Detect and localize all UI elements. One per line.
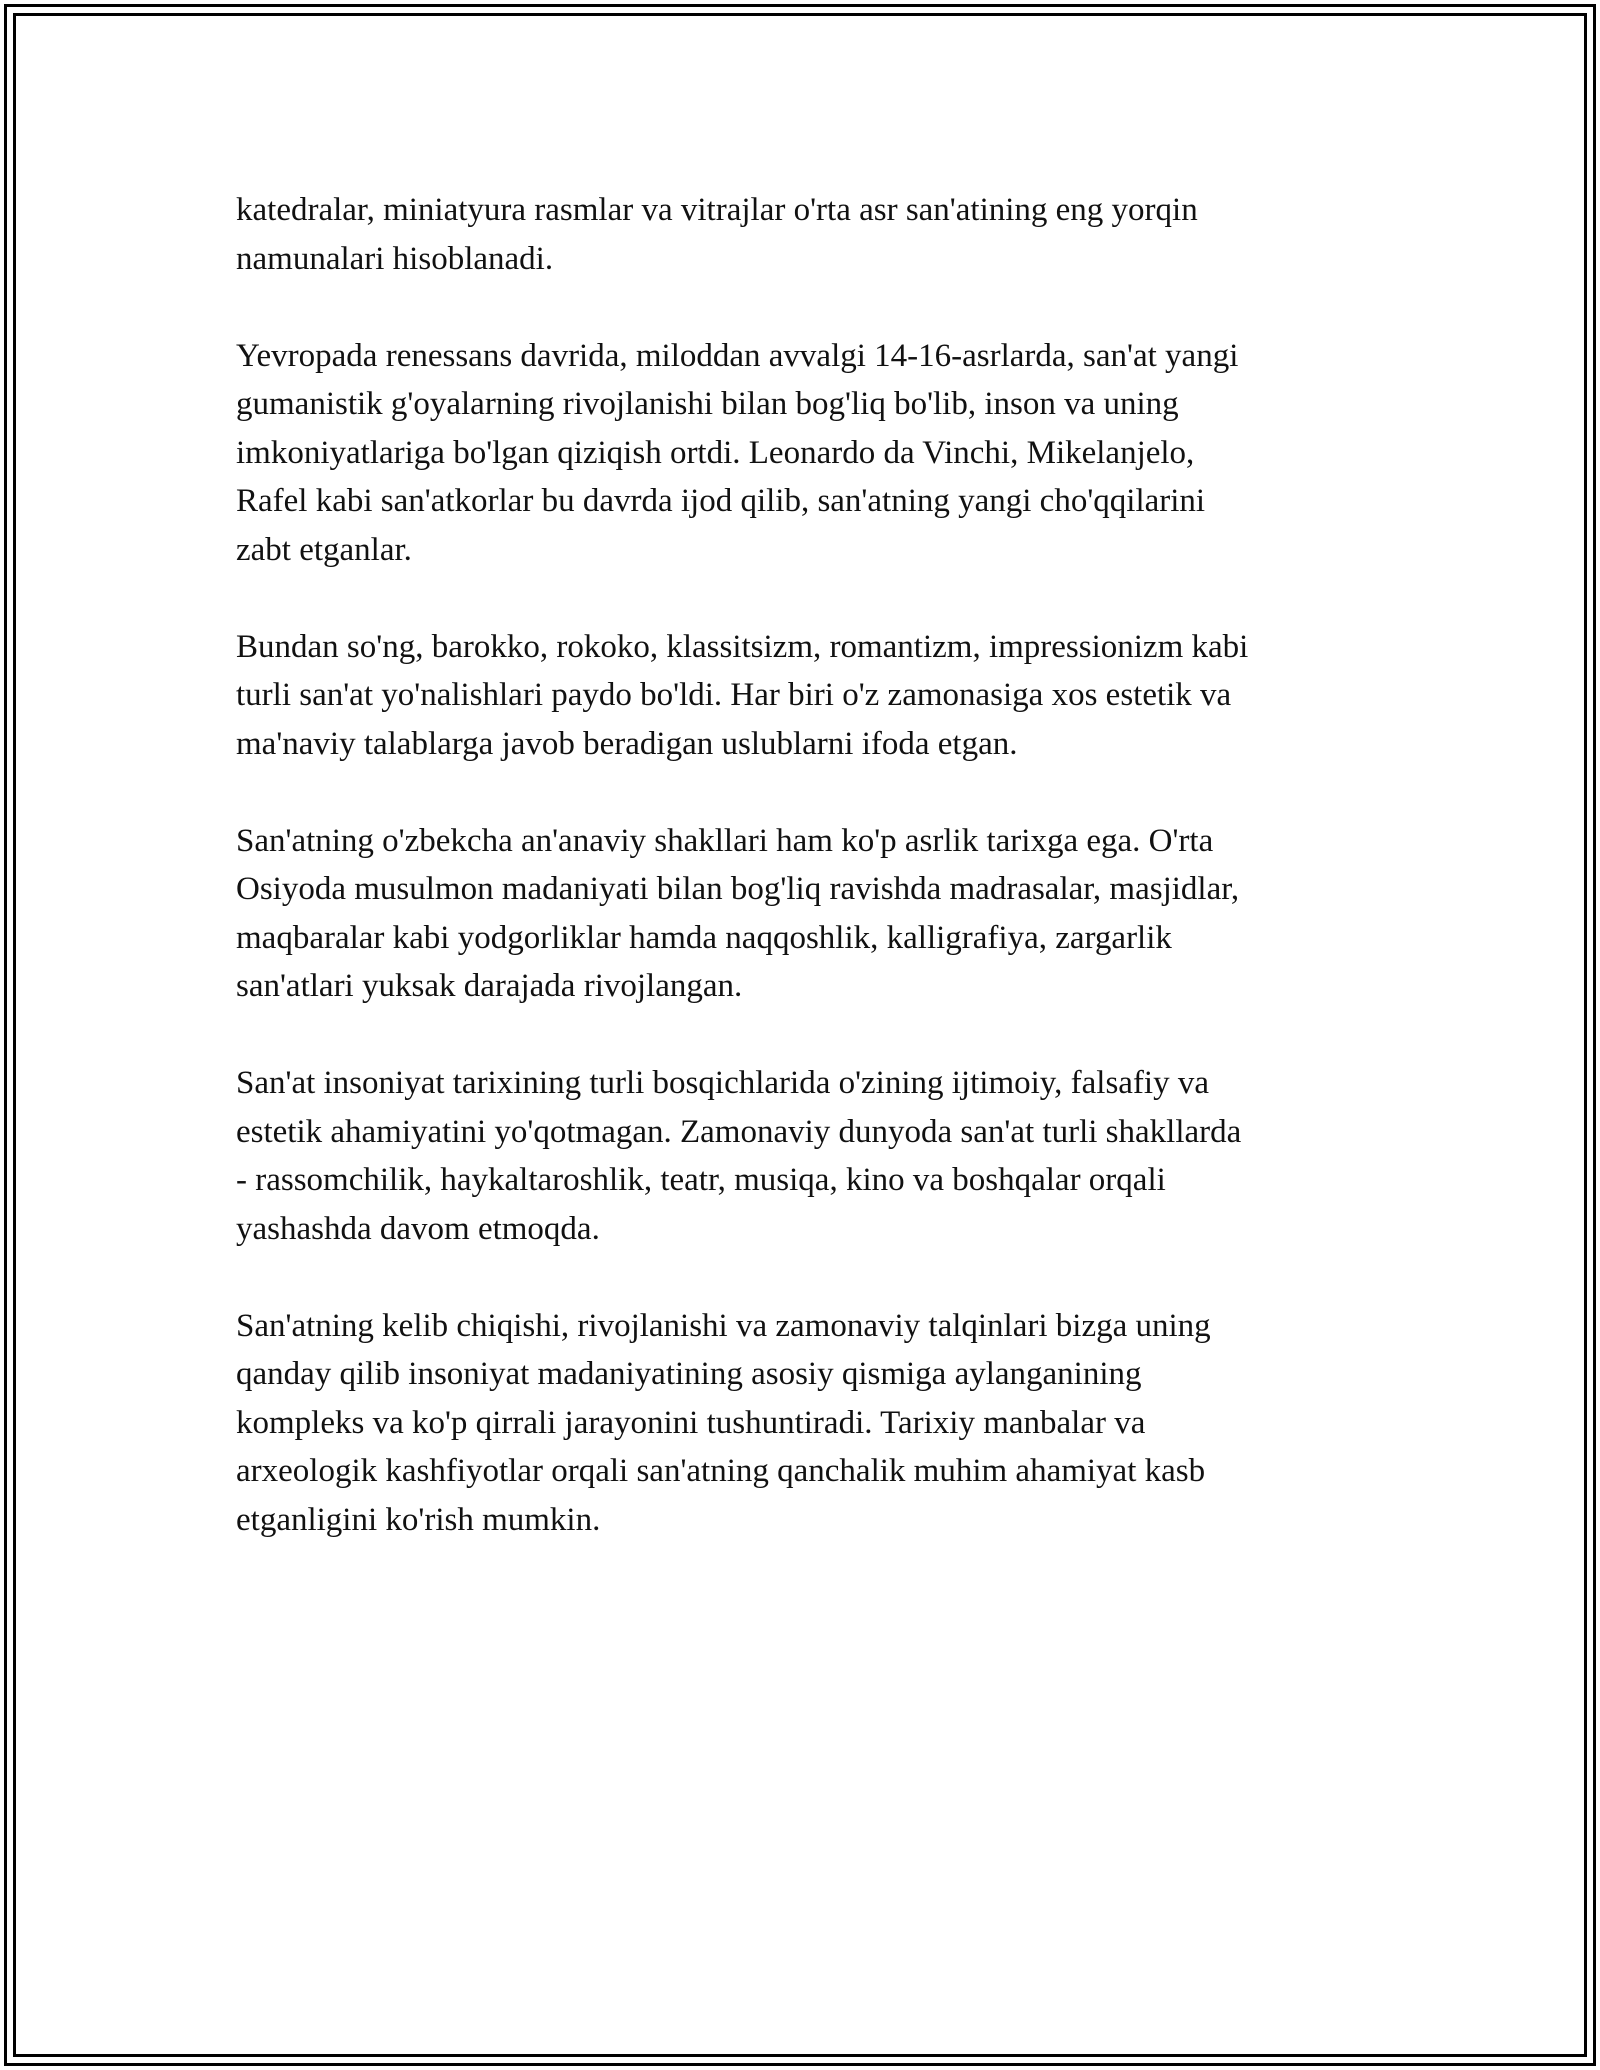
- text-line: Osiyoda musulmon madaniyati bilan bog'liq ravishda madrasalar, masjidlar,: [236, 871, 1240, 907]
- paragraph-5: [236, 1059, 1376, 1253]
- text-line: yashashda davom etmoqda.: [236, 1210, 600, 1247]
- paragraph-4: [236, 817, 1376, 1011]
- text-line: san'atlari yuksak darajada rivojlangan.: [236, 968, 743, 1004]
- text-line: qanday qilib insoniyat madaniyatining asosiy qismiga aylanganining: [236, 1356, 1142, 1392]
- text-line: ma'naviy talablarga javob beradigan uslublarni ifoda etgan.: [236, 725, 1018, 762]
- text-line: kompleks va ko'p qirrali jarayonini tushuntiradi. Tarixiy manbalar va: [236, 1404, 1146, 1441]
- text-line: San'atning kelib chiqishi, rivojlanishi va zamonaviy talqinlari bizga uning: [236, 1307, 1211, 1344]
- text-line: maqbaralar kabi yodgorliklar hamda naqqoshlik, kalligrafiya, zargarlik: [236, 919, 1172, 956]
- text-line: arxeologik kashfiyotlar orqali san'atning qanchalik muhim ahamiyat kasb: [236, 1453, 1206, 1489]
- text-line: etganligini ko'rish mumkin.: [236, 1501, 601, 1538]
- text-line: zabt etganlar.: [236, 531, 412, 568]
- paragraph-1: [236, 186, 1376, 283]
- paragraph-2: [236, 332, 1376, 575]
- text-line: katedralar, miniatyura rasmlar va vitrajlar o'rta asr san'atining eng yorqin: [236, 192, 1198, 228]
- text-line: Yevropada renessans davrida, miloddan avvalgi 14-16-asrlarda, san'at yangi: [236, 337, 1239, 374]
- text-line: imkoniyatlariga bo'lgan qiziqish ortdi. Leonardo da Vinchi, Mikelanjelo,: [236, 434, 1195, 471]
- text-line: Rafel kabi san'atkorlar bu davrda ijod qilib, san'atning yangi cho'qqilarini: [236, 483, 1206, 519]
- text-line: gumanistik g'oyalarning rivojlanishi bilan bog'liq bo'lib, inson va uning: [236, 386, 1179, 422]
- text-line: turli san'at yo'nalishlari paydo bo'ldi. Har biri o'z zamonasiga xos estetik va: [236, 677, 1232, 713]
- text-line: namunalari hisoblanadi.: [236, 240, 554, 277]
- paragraph-3: [236, 623, 1376, 769]
- text-line: - rassomchilik, haykaltaroshlik, teatr, musiqa, kino va boshqalar orqali: [236, 1162, 1166, 1198]
- text-line: Bundan so'ng, barokko, rokoko, klassitsizm, romantizm, impressionizm kabi: [236, 628, 1249, 665]
- document-body: [236, 186, 1376, 1593]
- text-line: estetik ahamiyatini yo'qotmagan. Zamonaviy dunyoda san'at turli shakllarda: [236, 1113, 1242, 1150]
- text-line: San'at insoniyat tarixining turli bosqichlarida o'zining ijtimoiy, falsafiy va: [236, 1065, 1209, 1101]
- text-line: San'atning o'zbekcha an'anaviy shakllari ham ko'p asrlik tarixga ega. O'rta: [236, 822, 1214, 859]
- paragraph-6: [236, 1302, 1376, 1545]
